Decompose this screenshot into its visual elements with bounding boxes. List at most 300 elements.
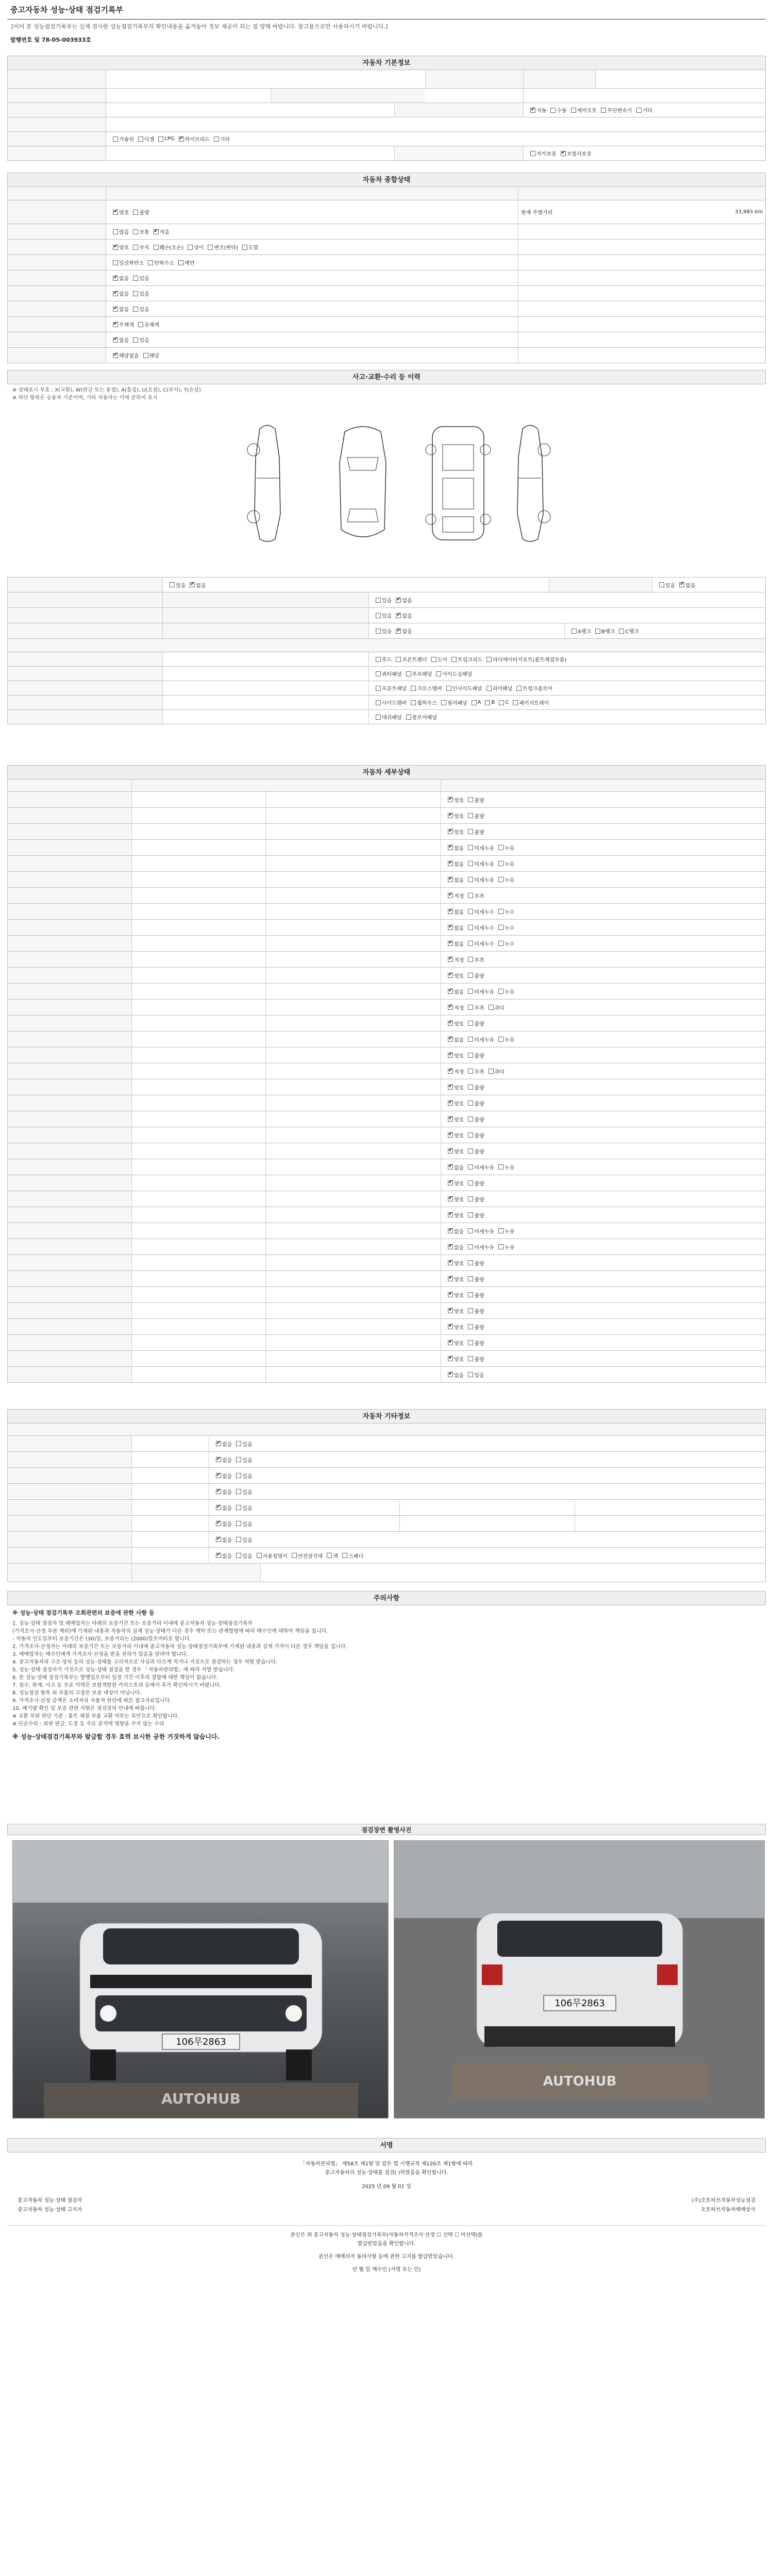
checkbox[interactable] bbox=[154, 229, 159, 234]
basic-value bbox=[106, 146, 394, 160]
detail-row bbox=[7, 952, 766, 968]
checkbox[interactable] bbox=[468, 1148, 473, 1154]
option-label: 양호 bbox=[454, 973, 464, 979]
checkbox[interactable] bbox=[396, 613, 401, 618]
checkbox[interactable] bbox=[448, 1164, 453, 1170]
checkbox[interactable] bbox=[396, 598, 401, 603]
checkbox[interactable] bbox=[468, 829, 473, 834]
detail-subgroup bbox=[131, 1287, 265, 1302]
option-label: 있음 bbox=[139, 338, 149, 344]
other-row bbox=[7, 1468, 766, 1484]
option bbox=[482, 655, 566, 663]
option bbox=[444, 1291, 464, 1299]
checkbox[interactable] bbox=[154, 245, 159, 250]
checkbox[interactable] bbox=[468, 973, 473, 978]
checkbox[interactable] bbox=[406, 715, 411, 720]
checkbox[interactable] bbox=[216, 1537, 221, 1542]
checkbox[interactable] bbox=[679, 582, 684, 587]
detail-group bbox=[8, 1015, 131, 1031]
checkbox[interactable] bbox=[498, 909, 503, 914]
checkbox[interactable] bbox=[468, 1132, 473, 1138]
checkbox[interactable] bbox=[468, 893, 473, 898]
checkbox[interactable] bbox=[113, 276, 118, 281]
checkbox[interactable] bbox=[448, 861, 453, 866]
checkbox[interactable] bbox=[468, 989, 473, 994]
checkbox[interactable] bbox=[498, 989, 503, 994]
option bbox=[372, 713, 402, 721]
checkbox[interactable] bbox=[451, 657, 457, 662]
option bbox=[484, 1004, 505, 1011]
overall-row bbox=[7, 255, 766, 270]
checkbox[interactable] bbox=[448, 1037, 453, 1042]
checkbox[interactable] bbox=[431, 657, 436, 662]
checkbox[interactable] bbox=[448, 845, 453, 850]
detail-group bbox=[8, 1047, 131, 1063]
checkbox[interactable] bbox=[170, 582, 175, 587]
note-line: 4. 중고자동차의 구조·장치 등의 성능·상태를 고의적으로 사실과 다르게 적거나 거짓으로 점검하는 경우 처벌 받습니다. bbox=[12, 1659, 278, 1665]
checkbox[interactable] bbox=[138, 137, 143, 142]
overall-label bbox=[8, 200, 106, 224]
checkbox[interactable] bbox=[113, 291, 118, 296]
checkbox[interactable] bbox=[468, 797, 473, 802]
checkbox[interactable] bbox=[472, 700, 477, 705]
checkbox[interactable] bbox=[468, 1100, 473, 1106]
detail-row bbox=[7, 808, 766, 824]
checkbox[interactable] bbox=[448, 909, 453, 914]
checkbox[interactable] bbox=[498, 925, 503, 930]
checkbox[interactable] bbox=[448, 813, 453, 818]
checkbox[interactable] bbox=[133, 229, 138, 234]
option-label: 없음 bbox=[222, 1458, 232, 1464]
checkbox[interactable] bbox=[448, 1100, 453, 1106]
other-item bbox=[131, 1500, 209, 1515]
detail-subgroup bbox=[131, 1191, 265, 1207]
option bbox=[109, 228, 129, 235]
detail-group bbox=[8, 840, 131, 855]
detail-head bbox=[441, 779, 765, 791]
checkbox[interactable] bbox=[113, 245, 118, 250]
note-line: ※ 단순수리 : 외판 판금, 도장 등 주요 골격에 영향을 주지 않는 수리 bbox=[12, 1721, 164, 1727]
detail-status bbox=[441, 1031, 765, 1047]
checkbox[interactable] bbox=[468, 1356, 473, 1361]
overall-label bbox=[8, 332, 106, 347]
checkbox[interactable] bbox=[236, 1537, 241, 1542]
checkbox[interactable] bbox=[448, 1180, 453, 1185]
checkbox[interactable] bbox=[448, 829, 453, 834]
checkbox[interactable] bbox=[216, 1505, 221, 1510]
checkbox[interactable] bbox=[406, 671, 411, 676]
checkbox[interactable] bbox=[448, 1356, 453, 1361]
checkbox[interactable] bbox=[468, 1244, 473, 1249]
checkbox[interactable] bbox=[448, 1084, 453, 1090]
option-label: 없음 bbox=[454, 1229, 464, 1235]
option bbox=[494, 924, 514, 931]
overall-label bbox=[8, 301, 106, 316]
checkbox[interactable] bbox=[448, 1292, 453, 1297]
checkbox[interactable] bbox=[396, 629, 401, 634]
checkbox[interactable] bbox=[468, 1340, 473, 1345]
checkbox[interactable] bbox=[486, 686, 492, 691]
checkbox[interactable] bbox=[113, 337, 118, 343]
other-section bbox=[7, 1409, 766, 1582]
overall-options bbox=[106, 255, 518, 270]
checkbox[interactable] bbox=[133, 337, 138, 343]
panel-rank bbox=[162, 652, 368, 666]
option-label: 부족 bbox=[474, 1005, 484, 1011]
checkbox[interactable] bbox=[448, 1021, 453, 1026]
option bbox=[372, 612, 392, 619]
checkbox[interactable] bbox=[133, 210, 138, 215]
detail-row bbox=[7, 888, 766, 904]
checkbox[interactable] bbox=[468, 1276, 473, 1281]
option bbox=[444, 1195, 464, 1203]
checkbox[interactable] bbox=[342, 1553, 347, 1558]
checkbox[interactable] bbox=[448, 941, 453, 946]
checkbox[interactable] bbox=[376, 629, 381, 634]
basic-value bbox=[106, 117, 394, 131]
detail-group bbox=[8, 1127, 131, 1143]
other-head-row bbox=[7, 1423, 766, 1436]
checkbox[interactable] bbox=[113, 260, 118, 265]
checkbox[interactable] bbox=[448, 877, 453, 882]
checkbox[interactable] bbox=[448, 1340, 453, 1345]
option-label: 수동 bbox=[557, 108, 567, 114]
detail-group bbox=[8, 1351, 131, 1366]
option-label: 프론트펜더 bbox=[402, 657, 427, 663]
checkbox[interactable] bbox=[448, 1116, 453, 1122]
checkbox[interactable] bbox=[376, 657, 381, 662]
checkbox[interactable] bbox=[236, 1473, 241, 1478]
other-group bbox=[8, 1500, 131, 1515]
panel-rank bbox=[162, 710, 368, 724]
checkbox[interactable] bbox=[468, 941, 473, 946]
checkbox[interactable] bbox=[550, 108, 556, 113]
checkbox[interactable] bbox=[148, 260, 153, 265]
checkbox[interactable] bbox=[468, 813, 473, 818]
checkbox[interactable] bbox=[448, 893, 453, 898]
front-plate-text: 106무2863 bbox=[176, 2037, 226, 2047]
checkbox[interactable] bbox=[468, 1292, 473, 1297]
checkbox[interactable] bbox=[659, 582, 664, 587]
checkbox[interactable] bbox=[485, 700, 490, 705]
option bbox=[464, 1131, 484, 1139]
option-label: 없음 bbox=[222, 1553, 232, 1560]
checkbox[interactable] bbox=[236, 1441, 241, 1446]
option-label: 없음 bbox=[454, 1037, 464, 1043]
checkbox[interactable] bbox=[468, 1180, 473, 1185]
checkbox[interactable] bbox=[436, 671, 441, 676]
option bbox=[129, 336, 149, 344]
checkbox[interactable] bbox=[498, 877, 503, 882]
checkbox[interactable] bbox=[468, 1212, 473, 1217]
report-header bbox=[7, 0, 766, 45]
option bbox=[212, 1440, 232, 1448]
option-label: 인사이드패널 bbox=[452, 686, 482, 692]
detail-row bbox=[7, 999, 766, 1015]
checkbox[interactable] bbox=[448, 1148, 453, 1154]
detail-subgroup bbox=[131, 1047, 265, 1063]
checkbox[interactable] bbox=[113, 137, 118, 142]
option-label: 없음 bbox=[402, 598, 412, 604]
checkbox[interactable] bbox=[468, 877, 473, 882]
detail-item bbox=[265, 1351, 441, 1366]
checkbox[interactable] bbox=[448, 1228, 453, 1233]
checkbox[interactable] bbox=[468, 1324, 473, 1329]
checkbox[interactable] bbox=[179, 137, 184, 142]
checkbox[interactable] bbox=[441, 700, 446, 705]
checkbox[interactable] bbox=[499, 700, 504, 705]
checkbox[interactable] bbox=[619, 629, 624, 634]
checkbox[interactable] bbox=[138, 322, 143, 327]
option bbox=[464, 1163, 494, 1171]
option bbox=[109, 259, 144, 266]
option-label: 하이브리드 bbox=[184, 137, 210, 143]
option-label: 누유 bbox=[504, 989, 515, 995]
detail-group bbox=[8, 1191, 131, 1207]
checkbox[interactable] bbox=[188, 245, 193, 250]
checkbox[interactable] bbox=[468, 957, 473, 962]
checkbox[interactable] bbox=[572, 629, 577, 634]
overall-label bbox=[8, 270, 106, 285]
option bbox=[232, 1472, 252, 1480]
checkbox[interactable] bbox=[468, 1084, 473, 1090]
checkbox[interactable] bbox=[486, 657, 492, 662]
detail-subgroup bbox=[131, 1271, 265, 1286]
detail-item bbox=[265, 1287, 441, 1302]
checkbox[interactable] bbox=[468, 1228, 473, 1233]
accident-options bbox=[652, 578, 765, 592]
checkbox[interactable] bbox=[396, 657, 401, 662]
checkbox[interactable] bbox=[236, 1553, 241, 1558]
option bbox=[464, 1083, 484, 1091]
option bbox=[464, 1036, 494, 1043]
option-label: 플로어패널 bbox=[412, 715, 437, 721]
checkbox[interactable] bbox=[468, 1005, 473, 1010]
panel-category bbox=[8, 667, 162, 681]
option bbox=[444, 1259, 464, 1267]
detail-group bbox=[8, 1303, 131, 1318]
checkbox[interactable] bbox=[178, 260, 183, 265]
checkbox[interactable] bbox=[376, 613, 381, 618]
checkbox[interactable] bbox=[468, 845, 473, 850]
detail-item bbox=[265, 936, 441, 951]
checkbox[interactable] bbox=[448, 1276, 453, 1281]
checkbox[interactable] bbox=[113, 307, 118, 312]
checkbox[interactable] bbox=[242, 245, 247, 250]
checkbox[interactable] bbox=[498, 1228, 503, 1233]
checkbox[interactable] bbox=[468, 1196, 473, 1201]
checkbox[interactable] bbox=[133, 291, 138, 296]
checkbox[interactable] bbox=[236, 1489, 241, 1494]
option bbox=[129, 305, 149, 313]
checkbox[interactable] bbox=[292, 1553, 297, 1558]
checkbox[interactable] bbox=[257, 1553, 262, 1558]
checkbox[interactable] bbox=[448, 1132, 453, 1138]
checkbox[interactable] bbox=[498, 1244, 503, 1249]
checkbox[interactable] bbox=[236, 1457, 241, 1462]
checkbox[interactable] bbox=[489, 1069, 494, 1074]
checkbox[interactable] bbox=[216, 1521, 221, 1526]
option bbox=[109, 351, 139, 359]
checkbox[interactable] bbox=[448, 1196, 453, 1201]
checkbox[interactable] bbox=[236, 1505, 241, 1510]
checkbox[interactable] bbox=[376, 598, 381, 603]
warranty-options bbox=[523, 146, 765, 160]
checkbox[interactable] bbox=[448, 1372, 453, 1377]
checkbox[interactable] bbox=[158, 137, 163, 142]
other-group bbox=[8, 1516, 131, 1531]
checkbox[interactable] bbox=[216, 1553, 221, 1558]
option bbox=[444, 1371, 464, 1379]
note-line: ※ 교환 부위 판단 기준 : 볼트 체결 부품 교환 여부는 육안으로 확인합니다. bbox=[12, 1714, 179, 1719]
option bbox=[444, 1036, 464, 1043]
checkbox[interactable] bbox=[498, 845, 503, 850]
checkbox[interactable] bbox=[636, 108, 642, 113]
checkbox[interactable] bbox=[498, 1037, 503, 1042]
checkbox[interactable] bbox=[236, 1521, 241, 1526]
checkbox[interactable] bbox=[468, 1260, 473, 1265]
checkbox[interactable] bbox=[411, 700, 416, 705]
checkbox[interactable] bbox=[216, 1441, 221, 1446]
detail-status bbox=[441, 1191, 765, 1207]
checkbox[interactable] bbox=[216, 1489, 221, 1494]
option bbox=[212, 1520, 232, 1528]
checkbox[interactable] bbox=[216, 1457, 221, 1462]
checkbox[interactable] bbox=[448, 989, 453, 994]
price-label: 중고자동차 성능·상태 고지자 bbox=[18, 2207, 82, 2213]
checkbox[interactable] bbox=[448, 957, 453, 962]
checkbox[interactable] bbox=[513, 700, 518, 705]
option-label: 누유 bbox=[504, 1037, 515, 1043]
option-label: 후드 bbox=[382, 657, 392, 663]
signature-section bbox=[7, 2138, 766, 2281]
checkbox[interactable] bbox=[208, 245, 213, 250]
detail-group bbox=[8, 824, 131, 839]
checkbox[interactable] bbox=[498, 861, 503, 866]
checkbox[interactable] bbox=[601, 108, 606, 113]
checkbox[interactable] bbox=[468, 861, 473, 866]
accident-label bbox=[8, 623, 162, 638]
option-label: 디젤 bbox=[144, 137, 155, 143]
checkbox[interactable] bbox=[498, 941, 503, 946]
checkbox[interactable] bbox=[376, 671, 381, 676]
checkbox[interactable] bbox=[376, 700, 381, 705]
checkbox[interactable] bbox=[468, 1164, 473, 1170]
detail-group bbox=[8, 984, 131, 999]
option bbox=[494, 988, 514, 995]
checkbox[interactable] bbox=[448, 1212, 453, 1217]
checkbox[interactable] bbox=[468, 909, 473, 914]
detail-status bbox=[441, 936, 765, 951]
checkbox[interactable] bbox=[448, 1244, 453, 1249]
option bbox=[509, 699, 549, 706]
checkbox[interactable] bbox=[468, 1116, 473, 1122]
option-label: 부족 bbox=[474, 893, 484, 900]
checkbox[interactable] bbox=[516, 686, 522, 691]
checkbox[interactable] bbox=[133, 276, 138, 281]
checkbox[interactable] bbox=[133, 245, 138, 250]
checkbox[interactable] bbox=[113, 210, 118, 215]
detail-status bbox=[441, 920, 765, 935]
accident-options bbox=[368, 592, 564, 607]
option bbox=[591, 627, 615, 635]
detail-status bbox=[441, 952, 765, 967]
checkbox[interactable] bbox=[448, 1053, 453, 1058]
other-group bbox=[8, 1436, 131, 1451]
checkbox[interactable] bbox=[216, 1473, 221, 1478]
checkbox[interactable] bbox=[571, 108, 576, 113]
option-label: 있음 bbox=[242, 1442, 253, 1448]
checkbox[interactable] bbox=[595, 629, 600, 634]
checkbox[interactable] bbox=[468, 1053, 473, 1058]
checkbox[interactable] bbox=[376, 715, 381, 720]
checkbox[interactable] bbox=[327, 1553, 332, 1558]
checkbox[interactable] bbox=[448, 1308, 453, 1313]
rank-options bbox=[564, 623, 765, 638]
option bbox=[444, 1243, 464, 1251]
checkbox[interactable] bbox=[448, 973, 453, 978]
checkbox[interactable] bbox=[133, 307, 138, 312]
overall-detail bbox=[518, 348, 765, 363]
option bbox=[154, 136, 174, 142]
checkbox[interactable] bbox=[143, 353, 148, 358]
checkbox[interactable] bbox=[468, 1372, 473, 1377]
option bbox=[494, 876, 514, 884]
checkbox[interactable] bbox=[411, 686, 416, 691]
basic-label bbox=[8, 70, 106, 88]
checkbox[interactable] bbox=[448, 797, 453, 802]
checkbox[interactable] bbox=[530, 151, 535, 156]
checkbox[interactable] bbox=[448, 1324, 453, 1329]
option bbox=[444, 988, 464, 995]
detail-subgroup bbox=[131, 1015, 265, 1031]
checkbox[interactable] bbox=[214, 137, 219, 142]
checkbox[interactable] bbox=[468, 1037, 473, 1042]
checkbox[interactable] bbox=[498, 1164, 503, 1170]
checkbox[interactable] bbox=[448, 1069, 453, 1074]
checkbox[interactable] bbox=[448, 1005, 453, 1010]
checkbox[interactable] bbox=[448, 925, 453, 930]
checkbox[interactable] bbox=[446, 686, 451, 691]
checkbox[interactable] bbox=[468, 1308, 473, 1313]
checkbox[interactable] bbox=[468, 925, 473, 930]
checkbox[interactable] bbox=[448, 1260, 453, 1265]
option-label: 없음 bbox=[402, 629, 412, 635]
overall-row bbox=[7, 348, 766, 363]
other-options bbox=[209, 1500, 399, 1515]
checkbox[interactable] bbox=[113, 353, 118, 358]
option-label: 양호 bbox=[454, 829, 464, 836]
checkbox[interactable] bbox=[489, 1005, 494, 1010]
detail-group bbox=[8, 856, 131, 871]
detail-item bbox=[265, 1255, 441, 1270]
detail-item bbox=[265, 984, 441, 999]
checkbox[interactable] bbox=[468, 1021, 473, 1026]
checkbox[interactable] bbox=[190, 582, 195, 587]
checkbox[interactable] bbox=[113, 322, 118, 327]
checkbox[interactable] bbox=[113, 229, 118, 234]
note-line: 9. 가격조사·산정 금액은 소비자의 자율적 판단에 따른 참고자료입니다. bbox=[12, 1698, 172, 1704]
checkbox[interactable] bbox=[468, 1069, 473, 1074]
checkbox[interactable] bbox=[561, 151, 566, 156]
option-label: 불량 bbox=[474, 1117, 484, 1123]
option bbox=[444, 828, 464, 836]
basic-row bbox=[7, 117, 766, 132]
checkbox[interactable] bbox=[376, 686, 381, 691]
checkbox[interactable] bbox=[530, 108, 535, 113]
option-label: 누유 bbox=[504, 861, 515, 868]
other-item bbox=[131, 1484, 209, 1499]
